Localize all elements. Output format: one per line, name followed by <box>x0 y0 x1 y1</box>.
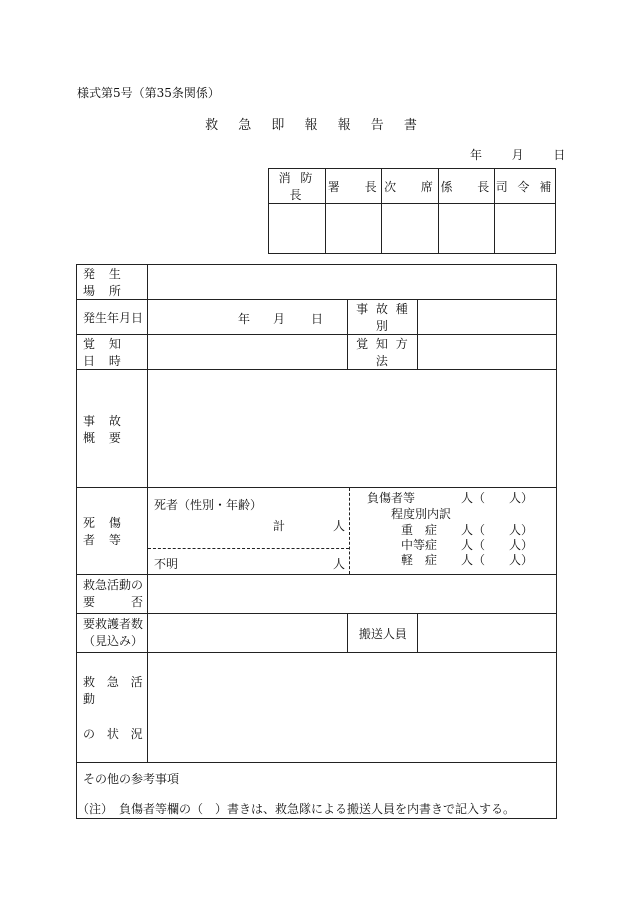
mild-label: 軽 症 <box>400 553 437 567</box>
casualty-divider <box>148 548 349 549</box>
moderate-label: 中等症 <box>400 538 437 552</box>
severe-count: 人（ 人） <box>460 523 533 537</box>
mild-count: 人（ 人） <box>460 553 533 567</box>
awareness-time-field[interactable] <box>147 335 348 370</box>
transported-field[interactable] <box>418 614 557 653</box>
transported-label: 搬送人員 <box>348 614 418 653</box>
moderate-count: 人（ 人） <box>460 538 533 552</box>
report-table <box>76 264 557 819</box>
stamp-box[interactable] <box>438 204 494 254</box>
datetime-month: 月 <box>272 312 285 326</box>
date-day: 日 <box>553 148 566 162</box>
injured-label: 負傷者等 <box>366 491 415 505</box>
activity-line2: の 状 況 <box>83 727 147 741</box>
form-number: 様式第5号（第35条関係） <box>77 86 220 100</box>
approval-header: 司 令 補 <box>495 169 556 204</box>
stamp-box[interactable] <box>495 204 556 254</box>
casualty-divider <box>349 488 350 574</box>
approval-header: 署 長 <box>325 169 381 204</box>
other-notes-label: その他の参考事項 <box>83 772 180 786</box>
date-year: 年 <box>470 148 483 162</box>
activity-label <box>77 653 148 763</box>
datetime-label: 発生年月日 <box>77 300 148 335</box>
total-label: 計 <box>272 519 285 533</box>
document-title: 救 急 即 報 報 告 書 <box>205 118 425 133</box>
persons-unit: 人 <box>332 519 345 533</box>
approval-header: 係 長 <box>438 169 494 204</box>
unknown-label: 不明 <box>153 557 178 571</box>
stamp-box[interactable] <box>269 204 326 254</box>
approval-header: 消 防 長 <box>269 169 326 204</box>
stamp-box[interactable] <box>382 204 438 254</box>
rescue-need-line1: 救急活動の <box>83 578 144 592</box>
persons-unit: 人 <box>332 557 345 571</box>
location-field[interactable] <box>147 265 556 300</box>
datetime-field[interactable] <box>147 300 348 335</box>
casualties-field[interactable] <box>147 488 556 575</box>
dead-label: 死者（性別・年齢） <box>153 498 262 512</box>
rescued-count-line2: （見込み） <box>83 634 144 648</box>
rescued-count-field[interactable] <box>147 614 348 653</box>
summary-field[interactable] <box>147 370 556 488</box>
location-label: 発 生 場 所 <box>77 265 148 300</box>
casualties-label: 死 傷 者 等 <box>77 488 148 575</box>
rescue-need-field[interactable] <box>147 575 556 614</box>
incident-type-field[interactable] <box>418 300 557 335</box>
approval-stamp-table <box>268 168 556 254</box>
footnote: （注） 負傷者等欄の（ ）書きは、救急隊による搬送人員を内書きで記入する。 <box>77 802 516 816</box>
rescued-count-line1: 要救護者数 <box>83 617 144 631</box>
date-month: 月 <box>511 148 524 162</box>
rescue-need-label <box>77 575 148 614</box>
rescued-count-label <box>77 614 148 653</box>
datetime-day: 日 <box>310 312 323 326</box>
injured-count: 人（ 人） <box>460 491 533 505</box>
rescue-need-line2: 要 否 <box>83 595 144 609</box>
incident-type-label: 事 故 種 別 <box>348 300 418 335</box>
awareness-method-field[interactable] <box>418 335 557 370</box>
datetime-year: 年 <box>237 312 250 326</box>
severe-label: 重 症 <box>400 523 437 537</box>
approval-header: 次 席 <box>382 169 438 204</box>
summary-label: 事 故 概 要 <box>77 370 148 488</box>
activity-line1: 救 急 活 動 <box>83 675 147 706</box>
report-date <box>470 146 565 163</box>
awareness-method-label: 覚 知 方 法 <box>348 335 418 370</box>
severity-breakdown: 程度別内訳 <box>390 507 451 521</box>
awareness-time-label: 覚 知 日 時 <box>77 335 148 370</box>
stamp-box[interactable] <box>325 204 381 254</box>
activity-field[interactable] <box>147 653 556 763</box>
